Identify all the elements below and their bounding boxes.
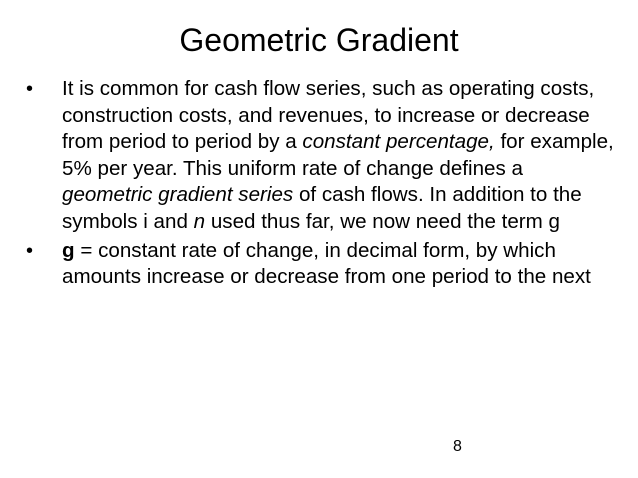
bullet-text <box>62 77 620 233</box>
bullet-item-geometric-gradient-intro <box>26 76 620 236</box>
text-segment: for example, 5% per year. This uniform rate of change defines a <box>62 130 620 180</box>
text-segment: It is common for cash flow series, such as operating costs, construction costs, and revenues, to increase or decrease from period to period by a <box>62 77 600 154</box>
bullet-text <box>62 239 591 289</box>
emphasis-constant-percentage: constant percentage, <box>302 130 495 154</box>
text-segment: = constant rate of change, in decimal form, by which amounts increase or decrease from one period to the next <box>62 238 591 289</box>
bullet-icon: • <box>26 78 34 100</box>
emphasis-geometric-gradient-series: geometric gradient series <box>62 183 294 207</box>
text-segment: used thus far, we now need the term g <box>205 209 560 233</box>
bullet-item-g-definition <box>26 238 616 291</box>
bullet-list <box>26 76 620 293</box>
slide-title: Geometric Gradient <box>179 22 459 58</box>
bold-g-term: g <box>62 238 75 262</box>
bullet-icon: • <box>26 239 34 262</box>
text-segment: of cash flows. In addition to the symbols i and <box>62 183 588 233</box>
page-number: 8 <box>453 438 462 455</box>
emphasis-n-symbol: n <box>193 209 206 233</box>
